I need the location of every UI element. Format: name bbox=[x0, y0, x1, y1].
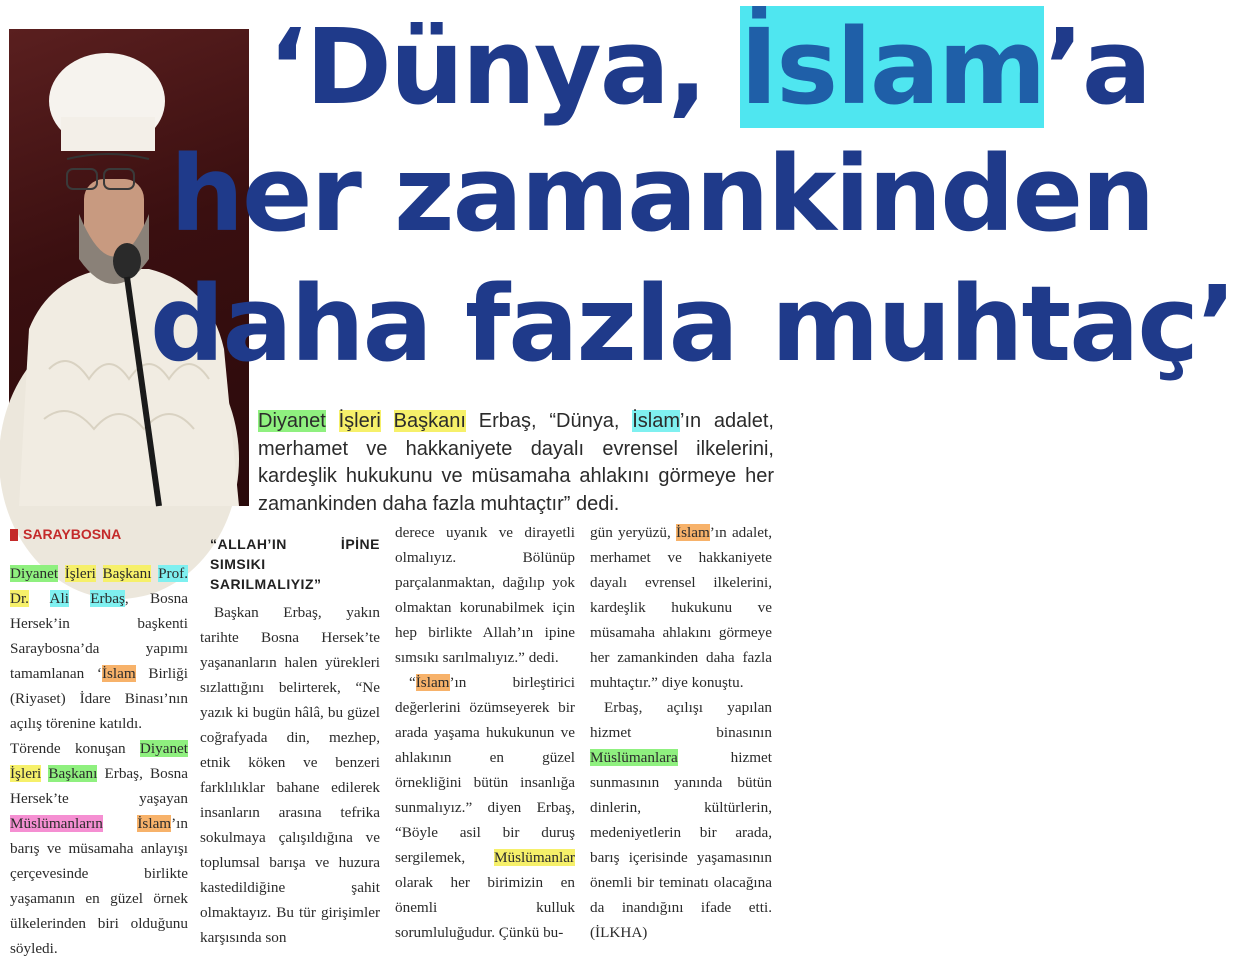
highlight-term: İslam bbox=[415, 674, 450, 691]
body-text: ’ın adalet, merhamet ve hakkaniyete dayalı evrensel ilkelerini, kardeşlik hukukunu ve müsamaha ahlakını görmeye her zamankinden daha fazla muhtaçtır.” diye konuştu. bbox=[590, 524, 772, 691]
section-label bbox=[10, 522, 188, 547]
headline-line-1 bbox=[268, 6, 1151, 128]
highlight-term: Erbaş bbox=[90, 590, 125, 607]
headline-line-2: her zamankinden bbox=[170, 133, 1154, 255]
section-label-text: SARAYBOSNA bbox=[23, 526, 122, 542]
highlight-term: Başkanı bbox=[102, 565, 152, 582]
body-text: olarak her birimizin en önemli kulluk sorumluluğudur. Çünkü bu- bbox=[395, 874, 575, 941]
article-column-3 bbox=[395, 520, 575, 945]
body-text: gün yeryüzü, bbox=[590, 524, 677, 541]
highlight-term: Müslümanların bbox=[10, 815, 103, 832]
paragraph bbox=[590, 695, 772, 945]
paragraph bbox=[10, 561, 188, 736]
lead-text: ’ın adalet, merhamet ve hakkaniyete dayalı evrensel ilkelerini, kardeşlik hukukunu ve müsamaha ahlakını görmeye her zamankinden daha fazla muhtaçtır” dedi. bbox=[258, 410, 774, 515]
article-column-4 bbox=[590, 520, 772, 945]
body-text: Erbaş, Bosna Hersek’te yaşayan bbox=[10, 765, 188, 807]
paragraph bbox=[395, 670, 575, 945]
highlight-term: Müslümanlar bbox=[494, 849, 575, 866]
body-text: Törende konuşan bbox=[10, 740, 140, 757]
highlight-term: İslam bbox=[632, 410, 680, 432]
paragraph bbox=[590, 520, 772, 695]
highlight-term: Başkanı bbox=[393, 410, 466, 432]
highlight-term: İşleri bbox=[10, 765, 42, 782]
highlight-term: İslam bbox=[101, 665, 136, 682]
highlight-term: İslam bbox=[137, 815, 172, 832]
body-text: Birliği (Riyaset) İdare Binası’nın açılış törenine katıldı. bbox=[10, 665, 188, 732]
headline-line-3: daha fazla muhtaç’ bbox=[150, 263, 1235, 385]
headline-text: ‘Dünya, bbox=[268, 6, 740, 128]
headline-text: ’a bbox=[1044, 6, 1151, 128]
paragraph: Başkan Erbaş, yakın tarihte Bosna Hersek’te yaşananların halen yürekleri sızlattığını belirterek, “Ne yazık ki bugün hâlâ, bu güzel coğrafyada din, mezhep, etnik köken ve benzeri farklılıklar bahane edilerek insanların arasına tefrika sokulmaya çalışıldığına ve toplumsal barışa ve huzura kastedildiğine şahit olmaktayız. Bu tür girişimler karşısında son bbox=[200, 604, 380, 946]
body-text: , Bosna Hersek’in başkenti Saraybosna’da yapımı tamamlanan ‘ bbox=[10, 590, 188, 682]
highlight-term: Diyanet bbox=[10, 565, 59, 582]
subheading: “ALLAH’IN İPİNE SIMSIKI SARILMALIYIZ” bbox=[210, 536, 380, 592]
highlight-term: İslam bbox=[676, 524, 710, 541]
body-text: “ bbox=[409, 674, 416, 691]
highlight-term: Prof. bbox=[158, 565, 189, 582]
headline-highlight: İslam bbox=[739, 6, 1045, 128]
highlight-term: İşleri bbox=[64, 565, 96, 582]
body-text: hizmet sunmasının yanında bütün dinlerin, kültürlerin, medeniyetlerin bir arada, barış içerisinde yaşamasının önemli bir teminatı olacağına da inandığını ifade etti. (İLKHA) bbox=[590, 749, 772, 941]
article-column-1 bbox=[10, 520, 188, 961]
highlight-term: Müslümanlara bbox=[590, 749, 678, 766]
highlight-term: Diyanet bbox=[258, 410, 326, 432]
body-text: ’ın barış ve müsamaha anlayışı çerçevesinde birlikte yaşamanın en güzel örnek ülkelerinden biri olduğunu söyledi. bbox=[10, 815, 188, 957]
highlight-term: Dr. bbox=[10, 590, 29, 607]
highlight-term: İşleri bbox=[338, 410, 381, 432]
highlight-term: Başkanı bbox=[48, 765, 98, 782]
body-text: Erbaş, açılışı yapılan hizmet binasının bbox=[590, 699, 772, 741]
body-text: ’ın birleştirici değerlerini özümseyerek bir arada yaşama hukukunun ve ahlakının en güzel örnekliğini bütün insanlığa sunmalıyız.” diyen Erbaş, “Böyle asil bir duruş sergilemek, bbox=[395, 674, 575, 866]
paragraph: derece uyanık ve dirayetli olmalıyız. Bölünüp parçalanmaktan, dağılıp yok olmaktan korunabilmek için hep birlikte Allah’ın ipine sımsıkı sarılmalıyız.” dedi. bbox=[395, 524, 575, 666]
section-marker-icon bbox=[10, 529, 18, 541]
article-column-2 bbox=[200, 520, 380, 950]
lead-text: Erbaş, “Dünya, bbox=[465, 410, 633, 432]
paragraph bbox=[10, 736, 188, 961]
highlight-term: Diyanet bbox=[139, 740, 188, 757]
highlight-term: Ali bbox=[49, 590, 69, 607]
lead-paragraph bbox=[258, 408, 774, 518]
